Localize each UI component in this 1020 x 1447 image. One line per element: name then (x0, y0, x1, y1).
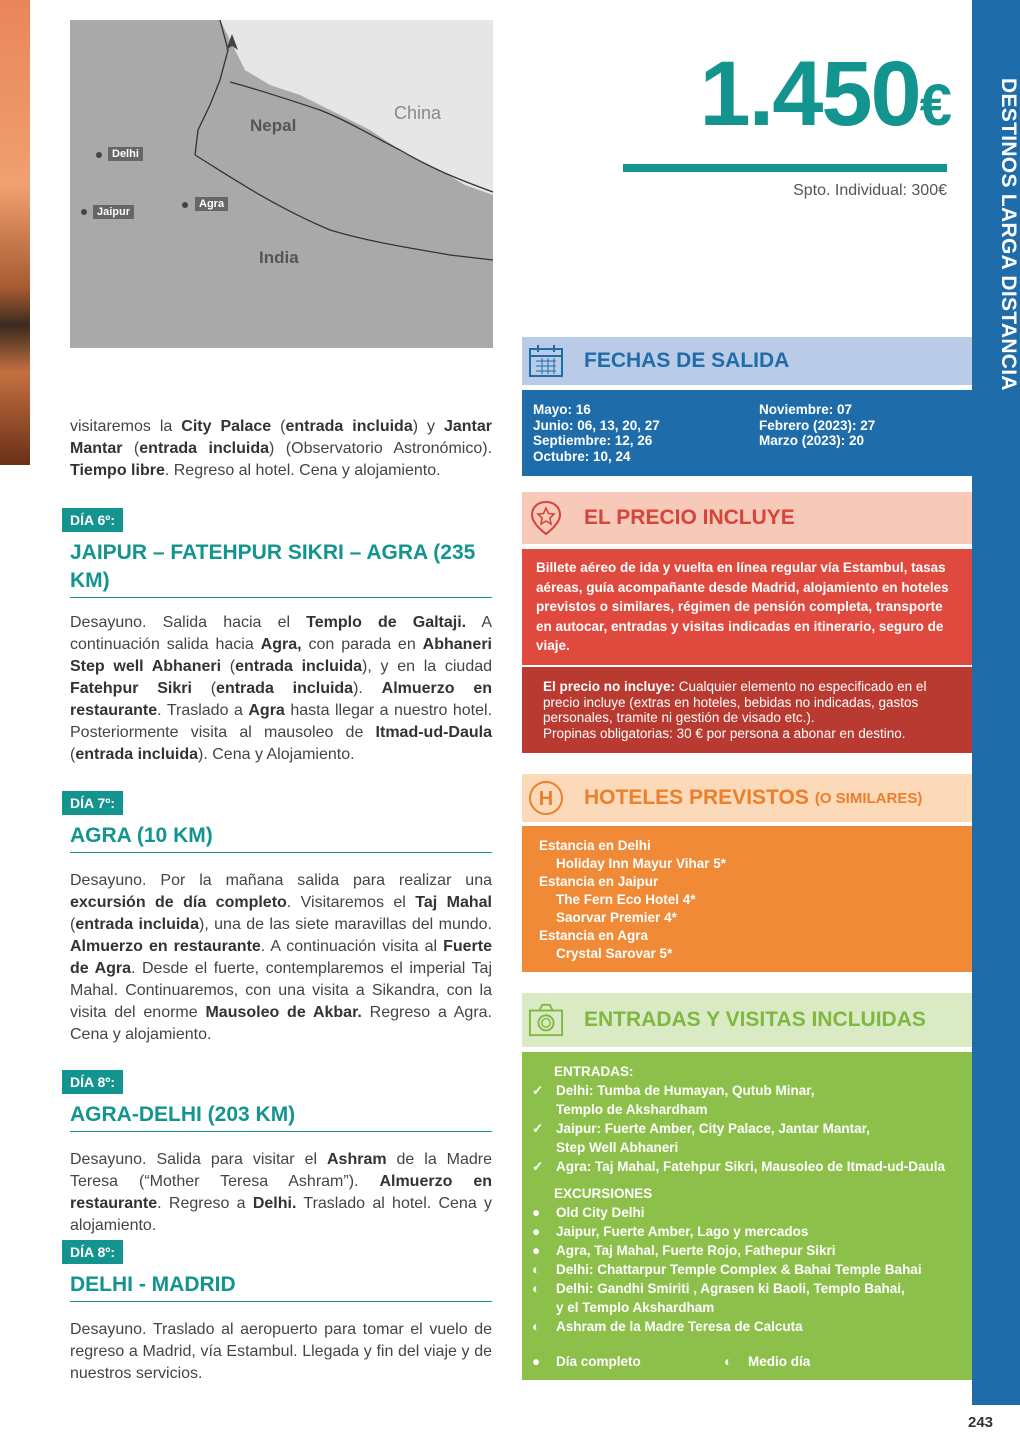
entrada-item: ✓ Jaipur: Fuerte Amber, City Palace, Jantar Mantar, Step Well Abhaneri (532, 1121, 870, 1155)
visits-legend (530, 1352, 810, 1371)
hotel-name: Holiday Inn Mayur Vihar 5* (556, 856, 727, 871)
day8b-title: DELHI - MADRID (70, 1271, 492, 1302)
price-divider (623, 164, 947, 172)
includes-header (522, 492, 972, 544)
visits-header (522, 993, 972, 1047)
half-day-icon: ◐ (532, 1319, 541, 1334)
excursion-item: ● Jaipur, Fuerte Amber, Lago y mercados (532, 1224, 809, 1239)
entradas-list (530, 1081, 970, 1176)
map-marker-agra (182, 202, 188, 208)
entrada-item: ✓ Agra: Taj Mahal, Fatehpur Sikri, Mausoleo de Itmad-ud-Daula (532, 1159, 946, 1174)
hotels-title: HOTELES PREVISTOS (584, 786, 809, 809)
single-supplement: Spto. Individual: 300€ (793, 182, 947, 199)
date-item: Septiembre: 12, 26 (533, 433, 653, 448)
half-day-icon: ◐ (724, 1354, 733, 1369)
map-shapes (70, 20, 493, 348)
hotel-city: Estancia en Jaipur (539, 874, 659, 889)
day7-title: AGRA (10 KM) (70, 822, 492, 853)
excursion-item: ◐ Delhi: Chattarpur Temple Complex & Bahai Temple Bahai (532, 1262, 922, 1277)
includes-body (522, 549, 972, 665)
day8-title: AGRA-DELHI (203 KM) (70, 1101, 492, 1132)
day6-text: Desayuno. Salida hacia el Templo de Galtaji. A continuación salida hacia Agra, con parada en Abhaneri Step well Abhaneri (entrada incluida), y en la ciudad Fatehpur Sikri (entrada incluida). Almuerzo en restaurante. Traslado a Agra hasta llegar a nuestro hotel. Posteriormente visita al mausoleo de Itmad-ud-Daula (entrada incluida). Cena y Alojamiento. (70, 614, 493, 763)
hotels-subtitle: (O SIMILARES) (814, 789, 923, 807)
excludes-text: El precio no incluye: Cualquier elemento no especificado en el precio incluye (extras en hoteles, bebidas no indicadas, gastos personales, tramite ni gestión de visado etc.). Propinas obligatorias: 30 € por persona a abonar en destino. (543, 679, 927, 741)
map-label-china: China (394, 103, 442, 123)
check-icon: ✓ (532, 1083, 544, 1098)
legend-full-day: Día completo (556, 1354, 641, 1369)
day6-title: JAIPUR – FATEHPUR SIKRI – AGRA (235 KM) (70, 539, 492, 598)
hotels-header (522, 774, 972, 822)
price-amount: 1.450 (699, 43, 920, 145)
hotel-name: The Fern Eco Hotel 4* (556, 892, 696, 907)
day8b-text: Desayuno. Traslado al aeropuerto para tomar el vuelo de regreso a Madrid, vía Estambul. Llegada y fin del viaje y de nuestros servicios. (70, 1321, 492, 1382)
excludes-body (522, 667, 972, 753)
hotels-body (522, 826, 972, 972)
full-day-icon: ● (532, 1224, 541, 1239)
map-label-india: India (259, 248, 299, 267)
date-item: Marzo (2023): 20 (759, 433, 865, 448)
trip-price (620, 43, 950, 145)
hotels-list (539, 837, 726, 963)
day7-text: Desayuno. Por la mañana salida para realizar una excursión de día completo. Visitaremos el Taj Mahal (entrada incluida), una de las siete maravillas del mundo. Almuerzo en restaurante. A continuación visita al Fuerte de Agra. Desde el fuerte, contemplaremos el imperial Taj Mahal. Continuaremos, con una visita a Sikandra, con la visita del enorme Mausoleo de Akbar. Regreso a Agra. Cena y alojamiento. (70, 872, 493, 1043)
hotel-name: Saorvar Premier 4* (556, 910, 677, 925)
date-item: Octubre: 10, 24 (533, 448, 631, 464)
hotel-city: Estancia en Agra (539, 928, 649, 943)
half-day-icon: ◐ (532, 1281, 541, 1296)
date-item: Mayo: 16 (533, 402, 591, 417)
includes-title: EL PRECIO INCLUYE (584, 506, 795, 529)
excursion-item: ● Agra, Taj Mahal, Fuerte Rojo, Fathepur Sikri (532, 1243, 836, 1258)
north-arrow-icon (222, 20, 242, 50)
map-city-jaipur: Jaipur (93, 205, 134, 219)
visits-body (522, 1052, 972, 1380)
check-icon: ✓ (532, 1121, 544, 1136)
excursiones-list (530, 1203, 970, 1336)
cover-photo-edge (0, 0, 30, 465)
excursiones-label: EXCURSIONES (554, 1186, 653, 1201)
day8-text: Desayuno. Salida para visitar el Ashram de la Madre Teresa (“Mother Teresa Ashram”). Almuerzo en restaurante. Regreso a Delhi. Traslado al hotel. Cena y alojamiento. (70, 1151, 493, 1234)
dates-title: FECHAS DE SALIDA (584, 349, 790, 372)
badge-star-icon (528, 500, 564, 536)
full-day-icon: ● (532, 1354, 541, 1369)
svg-text:H: H (538, 788, 554, 810)
includes-text: Billete aéreo de ida y vuelta en línea regular vía Estambul, tasas aéreas, guía acompañante desde Madrid, alojamiento en hoteles previstos o similares, régimen de pensión completa, transporte en autocar, entradas y visitas indicadas en itinerario, seguro de viaje. (536, 560, 949, 653)
visits-title: ENTRADAS Y VISITAS INCLUIDAS (584, 1008, 926, 1031)
day6-badge: DÍA 6º: (62, 508, 123, 532)
map-marker-delhi (96, 152, 102, 158)
excursion-item: ◐ Ashram de la Madre Teresa de Calcuta (532, 1319, 803, 1334)
full-day-icon: ● (532, 1243, 541, 1258)
excursion-item: ● Old City Delhi (532, 1205, 645, 1220)
section-title: DESTINOS LARGA DISTANCIA (997, 77, 1020, 391)
full-day-icon: ● (532, 1205, 541, 1220)
entrada-item: ✓ Delhi: Tumba de Humayan, Qutub Minar, Templo de Akshardham (532, 1083, 815, 1117)
day7-badge: DÍA 7º: (62, 791, 123, 815)
map-city-agra: Agra (195, 197, 228, 211)
excursion-item: ◐ Delhi: Gandhi Smiriti , Agrasen ki Baoli, Templo Bahai, y el Templo Akshardham (532, 1281, 905, 1315)
calendar-icon (528, 343, 564, 379)
dates-column-1 (533, 402, 660, 464)
date-item: Junio: 06, 13, 20, 27 (533, 417, 660, 433)
dates-header (522, 337, 972, 385)
hotel-name: Crystal Sarovar 5* (556, 946, 673, 961)
entradas-label: ENTRADAS: (554, 1064, 634, 1079)
day8-badge: DÍA 8º: (62, 1070, 123, 1094)
dates-body (522, 390, 972, 476)
check-icon: ✓ (532, 1159, 544, 1174)
legend-half-day: Medio día (748, 1354, 811, 1369)
day8b-badge: DÍA 8º: (62, 1240, 123, 1264)
dates-column-2 (759, 402, 875, 449)
half-day-icon: ◐ (532, 1262, 541, 1277)
page-number: 243 (968, 1414, 994, 1431)
map-marker-jaipur (81, 209, 87, 215)
hotel-icon (528, 780, 564, 816)
date-item: Febrero (2023): 27 (759, 417, 876, 433)
price-currency: € (919, 73, 950, 138)
map-label-nepal: Nepal (250, 116, 297, 135)
day5-continuation: visitaremos la City Palace (entrada incluida) y Jantar Mantar (entrada incluida) (Observatorio Astronómico). Tiempo libre. Regreso al hotel. Cena y alojamiento. (70, 418, 493, 479)
map-city-delhi: Delhi (108, 147, 143, 161)
hotel-city: Estancia en Delhi (539, 838, 651, 853)
camera-icon (528, 1002, 564, 1038)
route-map (70, 20, 493, 348)
date-item: Noviembre: 07 (759, 402, 853, 417)
